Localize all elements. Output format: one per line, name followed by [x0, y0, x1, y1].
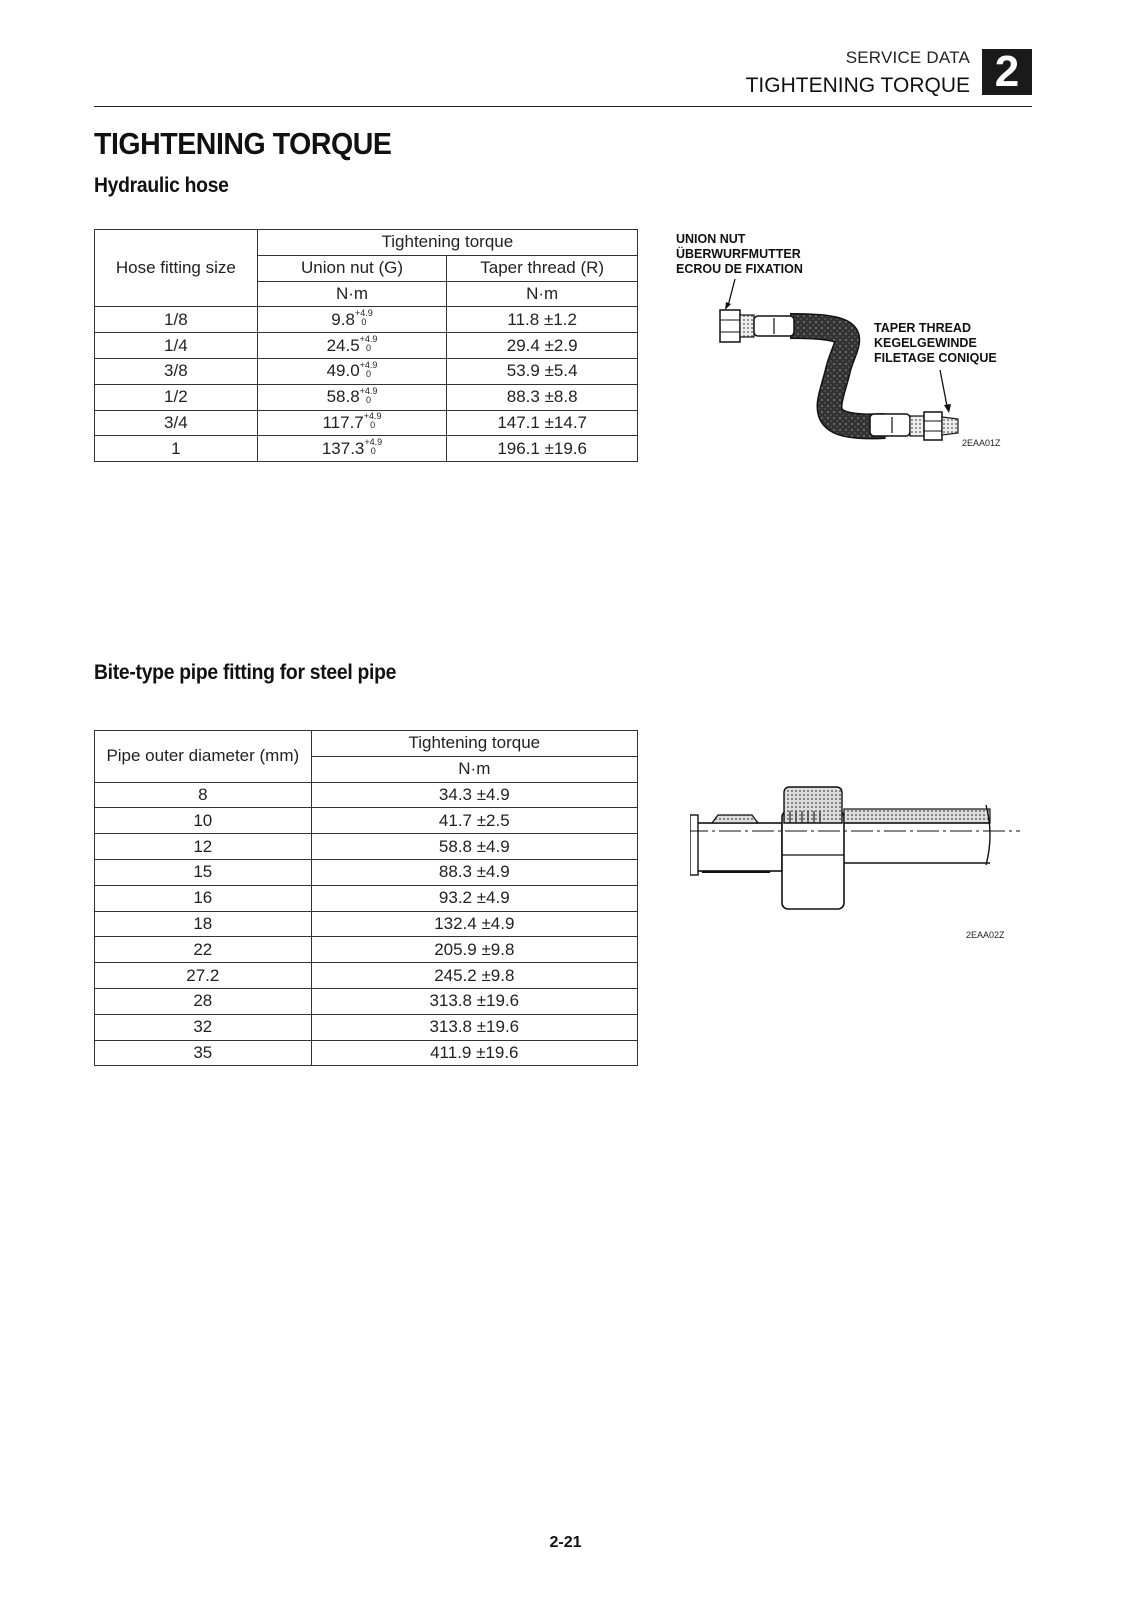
cell-diameter: 22	[95, 937, 312, 963]
cell-taper-thread: 196.1 ±19.6	[447, 436, 638, 462]
cell-torque: 205.9 ±9.8	[311, 937, 637, 963]
section-title-bite-fitting: Bite-type pipe fitting for steel pipe	[94, 661, 397, 684]
cell-union-nut	[257, 410, 447, 436]
table-row	[95, 410, 638, 436]
hydraulic-hose-table	[94, 229, 638, 462]
bite-fitting-figure	[690, 785, 1040, 965]
cell-torque: 34.3 ±4.9	[311, 782, 637, 808]
header-taper-thread: Taper thread (R)	[447, 255, 638, 281]
cell-size: 1	[95, 436, 258, 462]
tolerance	[360, 335, 378, 353]
table-row	[95, 436, 638, 462]
tolerance-plus: +4.9	[354, 308, 373, 319]
union-value: 58.8	[326, 387, 360, 407]
taper-thread-hex	[924, 412, 942, 440]
table-row	[95, 834, 638, 860]
union-nut-label-en: UNION NUT	[676, 232, 746, 246]
union-nut-hex	[720, 310, 740, 342]
table-row	[95, 1040, 638, 1066]
table-row	[95, 911, 638, 937]
cell-size: 3/8	[95, 358, 258, 384]
cell-union-nut	[257, 358, 447, 384]
table-row	[95, 782, 638, 808]
cell-diameter: 8	[95, 782, 312, 808]
table-row	[95, 384, 638, 410]
table-row	[95, 358, 638, 384]
table-row	[95, 963, 638, 989]
union-value: 9.8	[331, 309, 355, 329]
cell-diameter: 32	[95, 1014, 312, 1040]
cell-torque: 132.4 ±4.9	[311, 911, 637, 937]
arrow-head-icon	[725, 302, 731, 310]
header-tightening-torque: Tightening torque	[311, 731, 637, 757]
header-section: SERVICE DATA	[845, 48, 970, 67]
header-title: TIGHTENING TORQUE	[745, 74, 970, 97]
table-row	[95, 808, 638, 834]
tolerance-minus: 0	[370, 446, 376, 457]
taper-thread-label-fr: FILETAGE CONIQUE	[874, 351, 997, 365]
unit-taper-thread: N·m	[447, 281, 638, 307]
cell-torque: 245.2 ±9.8	[311, 963, 637, 989]
header-divider	[94, 106, 1032, 107]
union-nut-label-fr: ECROU DE FIXATION	[676, 262, 803, 276]
tolerance	[364, 412, 382, 430]
header-hose-fitting-size: Hose fitting size	[95, 230, 258, 307]
cell-torque: 41.7 ±2.5	[311, 808, 637, 834]
figure-code: 2EAA01Z	[962, 438, 1001, 448]
table-row	[95, 859, 638, 885]
table-row	[95, 937, 638, 963]
bite-fitting-rows	[95, 782, 638, 1066]
tolerance-minus: 0	[366, 368, 372, 379]
union-value: 117.7	[322, 412, 364, 432]
tolerance-plus: +4.9	[364, 437, 383, 448]
tolerance-minus: 0	[366, 343, 372, 354]
cell-union-nut	[257, 384, 447, 410]
table-row	[95, 307, 638, 333]
header-pipe-diameter: Pipe outer diameter (mm)	[95, 731, 312, 783]
cell-taper-thread: 88.3 ±8.8	[447, 384, 638, 410]
cell-torque: 411.9 ±19.6	[311, 1040, 637, 1066]
cell-diameter: 27.2	[95, 963, 312, 989]
cell-diameter: 12	[95, 834, 312, 860]
union-nut-leader-line	[728, 279, 735, 306]
tolerance-minus: 0	[370, 420, 376, 431]
cell-diameter: 16	[95, 885, 312, 911]
hose-body	[790, 326, 885, 426]
hydraulic-hose-figure	[670, 230, 1040, 470]
cell-diameter: 35	[95, 1040, 312, 1066]
figure-code: 2EAA02Z	[966, 930, 1005, 940]
cell-size: 1/2	[95, 384, 258, 410]
fitting-body	[690, 823, 782, 871]
tolerance-plus: +4.9	[359, 385, 378, 396]
section-title-hydraulic-hose: Hydraulic hose	[94, 174, 229, 197]
cell-size: 3/4	[95, 410, 258, 436]
cell-torque: 313.8 ±19.6	[311, 1014, 637, 1040]
cell-size: 1/8	[95, 307, 258, 333]
cell-taper-thread: 11.8 ±1.2	[447, 307, 638, 333]
unit-torque: N·m	[311, 756, 637, 782]
taper-thread-label-de: KEGELGEWINDE	[874, 336, 977, 350]
cell-torque: 313.8 ±19.6	[311, 988, 637, 1014]
cell-torque: 93.2 ±4.9	[311, 885, 637, 911]
union-nut	[782, 811, 844, 909]
header-union-nut: Union nut (G)	[257, 255, 447, 281]
cell-union-nut	[257, 307, 447, 333]
arrow-head-icon	[944, 404, 951, 413]
cell-taper-thread: 147.1 ±14.7	[447, 410, 638, 436]
page-number: 2-21	[549, 1534, 582, 1551]
cell-union-nut	[257, 333, 447, 359]
taper-thread-label-en: TAPER THREAD	[874, 321, 971, 335]
header-tightening-torque: Tightening torque	[257, 230, 637, 256]
cell-taper-thread: 53.9 ±5.4	[447, 358, 638, 384]
tolerance-minus: 0	[361, 317, 367, 328]
cell-torque: 58.8 ±4.9	[311, 834, 637, 860]
table-row	[95, 333, 638, 359]
table-row	[95, 885, 638, 911]
tolerance	[364, 438, 382, 456]
union-value: 24.5	[326, 335, 360, 355]
taper-thread-leader-line	[940, 370, 947, 406]
tolerance	[355, 309, 373, 327]
cell-torque: 88.3 ±4.9	[311, 859, 637, 885]
hydraulic-hose-rows	[95, 307, 638, 462]
page-title: TIGHTENING TORQUE	[94, 126, 392, 161]
hose-ferrule-right	[870, 414, 910, 436]
union-nut-label-de: ÜBERWURFMUTTER	[676, 247, 801, 261]
tolerance-plus: +4.9	[359, 334, 378, 345]
cell-size: 1/4	[95, 333, 258, 359]
chapter-number-badge: 2	[982, 49, 1032, 95]
tolerance-plus: +4.9	[359, 359, 378, 370]
cell-union-nut	[257, 436, 447, 462]
cell-taper-thread: 29.4 ±2.9	[447, 333, 638, 359]
taper-thread-end	[942, 417, 958, 435]
tolerance	[360, 361, 378, 379]
cell-diameter: 18	[95, 911, 312, 937]
cell-diameter: 10	[95, 808, 312, 834]
cell-diameter: 15	[95, 859, 312, 885]
cell-diameter: 28	[95, 988, 312, 1014]
tolerance-plus: +4.9	[363, 411, 382, 422]
union-value: 49.0	[326, 361, 360, 381]
table-row	[95, 988, 638, 1014]
union-value: 137.3	[321, 438, 365, 458]
tolerance	[360, 387, 378, 405]
unit-union-nut: N·m	[257, 281, 447, 307]
bite-fitting-table	[94, 730, 638, 1066]
tolerance-minus: 0	[366, 394, 372, 405]
table-row	[95, 1014, 638, 1040]
steel-pipe-wall	[844, 809, 990, 823]
